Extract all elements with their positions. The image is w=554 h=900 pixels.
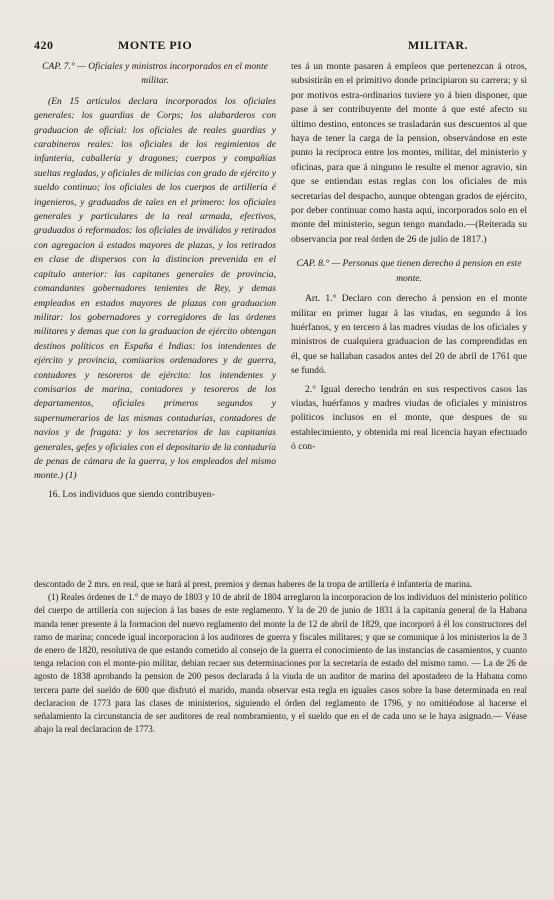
header-right-title: MILITAR.	[407, 38, 468, 52]
footnote-1: (1) Reales órdenes de 1.° de mayo de 1803 y 10 de abril de 1804 arreglaron la incorporacion de los individuos del ministerio político del cuerpo de artillería con sujecion á las bases de este reglamento. Y la de 20 de junio de 1831 á la capitanía general de la Habana manda tener presente á la formacion del nuevo reglamento del monte la de 12 de abril de 1829, que incorporó á él los constructores del ramo de marina; concede igual incorporacion á los auditores de guerra y fiscales militares; y que se comunique á los ministerios la de 3 de enero de 1820, resolutiva de que estando cometido al consejo de la guerra el conocimiento de las instancias de casamientos, y cuanto tenga relacion con el monte-pio militar, debian recaer sus determinaciones por la secretaría de estado del mismo ramo. — La de 26 de agosto de 1838 aprobando la pension de 200 pesos declarada á la viuda de un auditor de marina del apostadero de la Habana como tercera parte del sueldo de 600 que disfrutó el marido, manda observar esta regla en iguales casos sobre la base determinada en real declaracion de 1773 para las clases de ministerios, siguiendo el órden del reglamento de 1796, y no omitiéndose al hacerse el señalamiento la circunstancia de ser auditores de real nombramiento, y el sueldo que en el de cada uno se le haya asignado.— Véase abajo la real declaracion de 1773.	[34, 592, 527, 735]
header-left-title: MONTE PIO	[118, 38, 193, 52]
chapter-7-summary: (En 15 artículos declara incorporados los oficiales generales: los guardias de Corps; los alabarderos con graduacion de oficial: los oficiales de reales guardias y carabineros reales: los oficiales de los regimientos de infantería, caballería y dragones; cuerpos y compañías sueltas regladas, y oficiales de milicias con grado de ejército y sueldo continuo; los oficiales de los cuerpos de artillería é ingenieros, y graduados de tales en el primero: los oficiales generales y particulares de la real armada, efectivos, graduados ó reformados: los oficiales de inválidos y retirados con agregacion á estados mayores de plazas, y los retirados en clase de dispersos con la distincion prevenida en el capítulo anterior: las capitanes generales de provincia, comandantes gobernadores tenientes de Rey, y demas empleados en estados mayores de plazas con graduacion militar: los gobernadores y corregidores de las órdenes militares y demas que con la graduacion de ejército obtengan destinos políticos en España é Indias: los intendentes de ejército y provincia, comisarios ordenadores y de guerra, contadores y tesoreros de ejército: los intendentes y comisarios de marina, contadores y tesoreros de los departamentos, oficiales primeros segundos y supernumerarios de las mismas contadurías, contadores de navíos y de fragata: y los secretarios de las capitanías generales, gefes y oficiales con el depositario de la contaduría de penas de cámara de la guerra, y los empleados del mismo monte.) (1)	[34, 95, 276, 482]
running-header	[34, 38, 524, 54]
page-number: 420	[34, 38, 54, 52]
footnote-carryover: descontado de 2 mrs. en real, que se hará al prest, premios y demas haberes de la tropa de artillería é infantería de marina.	[34, 579, 473, 589]
footnotes	[34, 578, 527, 736]
article-2: 2.° Igual derecho tendrán en sus respectivos casos las viudas, huérfanos y madres viudas de oficiales y ministros políticos inclusos en el monte, que despues de su establecimiento, y obtenida mi real licencia hayan efectuado ó con-	[291, 383, 527, 453]
article-1: Art. 1.° Declaro con derecho á pension en el monte militar en primer lugar á las viudas, en segundo á los huérfanos, y en tercero á las madres viudas de los oficiales y ministros de cualquiera graduacion de las comprendidas en él, que se hallaban casados antes del 20 de abril de 1761 que se fundó.	[291, 293, 527, 377]
article-16-continuation: tes á un monte pasaren á empleos que pertenezcan á otros, subsistirán en el primitivo donde principiaron su carrera; y si por motivos estra-ordinarios tuviere yo á bien disponer, que pase á ser contribuyente del monte á que esté afecto su último destino, entonces se trasladarán sus descuentos al que haya de tener la carga de la pension, observándose en este punto la recíproca entre los montes, militar, del ministerio y oficinas, para que á ninguno le resulte el menor agravio, sin que se entiendan estas reglas con los oficiales de mis secretarías del despacho, aunque obtengan grados de ejército, por deber continuar como hasta aquí, incorporados solo en el monte del ministerio, segun tengo mandado.—(Reiterada su observancia por real órden de 26 de julio de 1817.)	[291, 61, 527, 245]
chapter-8-heading: CAP. 8.° — Personas que tienen derecho á pension en este monte.	[296, 258, 522, 284]
article-16-start: 16. Los individuos que siendo contribuyen-	[48, 488, 215, 500]
chapter-7-heading: CAP. 7.° — Oficiales y ministros incorporados en el monte militar.	[42, 61, 268, 87]
right-column	[291, 60, 527, 455]
left-column	[34, 60, 276, 502]
